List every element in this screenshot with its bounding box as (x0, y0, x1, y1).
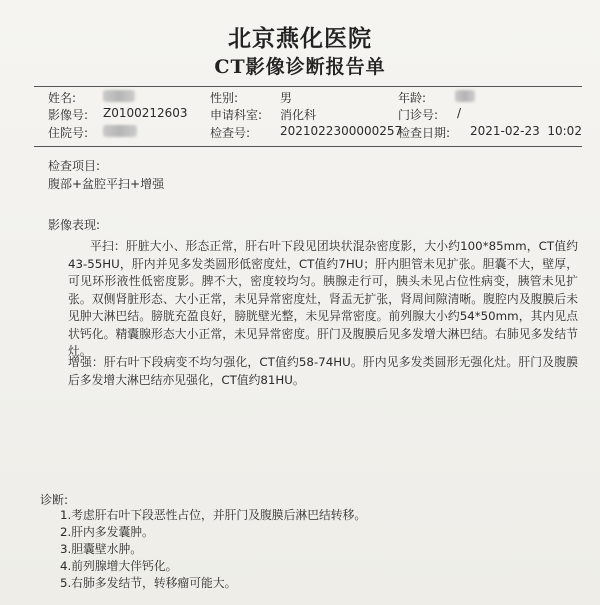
inpatient-redacted (103, 125, 137, 137)
gender-value: 男 (280, 91, 293, 105)
diagnosis-item-4: 4.前列腺增大伴钙化。 (60, 559, 178, 573)
hospital-name: 北京燕化医院 (228, 25, 372, 52)
exam-items-value: 腹部+盆腔平扫+增强 (48, 177, 165, 191)
diagnosis-item-3: 3.胆囊壁水肿。 (60, 542, 143, 556)
header-divider (34, 86, 582, 87)
clinic-no-label: 门诊号: (398, 108, 439, 122)
diagnosis-item-5: 5.右肺多发结节，转移瘤可能大。 (60, 576, 237, 590)
exam-date-value: 2021-02-23 10:02 (470, 124, 582, 138)
findings-label: 影像表现: (48, 218, 101, 232)
exam-items-label: 检查项目: (48, 159, 101, 173)
exam-date-label: 检查日期: (398, 126, 451, 140)
findings-enhanced: 增强：肝右叶下段病变不均匀强化，CT值约58-74HU。肝内见多发类圆形无强化灶。肝门及腹膜后多发增大淋巴结亦见强化，CT值约81HU。 (68, 355, 578, 387)
age-label: 年龄: (398, 91, 427, 105)
diagnosis-item-1: 1.考虑肝右叶下段恶性占位，并肝门及腹膜后淋巴结转移。 (60, 508, 367, 522)
exam-no-value: 2021022300000257 (280, 124, 403, 138)
dept-label: 申请科室: (210, 108, 263, 122)
dept-value: 消化科 (280, 108, 317, 122)
exam-no-label: 检查号: (210, 126, 251, 140)
info-divider (34, 146, 582, 147)
name-label: 姓名: (48, 91, 77, 105)
report-title: CT影像诊断报告单 (214, 56, 386, 78)
inpatient-label: 住院号: (48, 126, 89, 140)
gender-label: 性别: (210, 91, 239, 105)
name-redacted (103, 90, 135, 102)
findings-plain-scan: 平扫：肝脏大小、形态正常，肝右叶下段见团块状混杂密度影，大小约100*85mm，CT值约43-55HU，肝内并见多发类圆形低密度灶，CT值约7HU；肝内胆管未见扩张。胆囊不大，壁厚，可见环形液性低密度影。脾不大，密度较均匀。胰腺走行可，胰头未见占位性病变，胰管未见扩张。双侧肾脏形态、大小正常，未见异常密度灶，肾盂无扩张，肾周间隙清晰。腹腔内及腹膜后未见肿大淋巴结。膀胱充盈良好，膀胱壁光整，未见异常密度。前列腺大小约54*50mm，其内见点状钙化。精囊腺形态大小正常，未见异常密度。肝门及腹膜后见多发增大淋巴结。右肺见多发结节灶。 (68, 239, 578, 358)
image-no-label: 影像号: (48, 108, 89, 122)
diagnosis-label: 诊断: (40, 493, 69, 507)
clinic-no-value: / (457, 106, 462, 120)
age-redacted (455, 90, 475, 102)
image-no-value: Z0100212603 (103, 106, 188, 120)
diagnosis-item-2: 2.肝内多发囊肿。 (60, 525, 154, 539)
